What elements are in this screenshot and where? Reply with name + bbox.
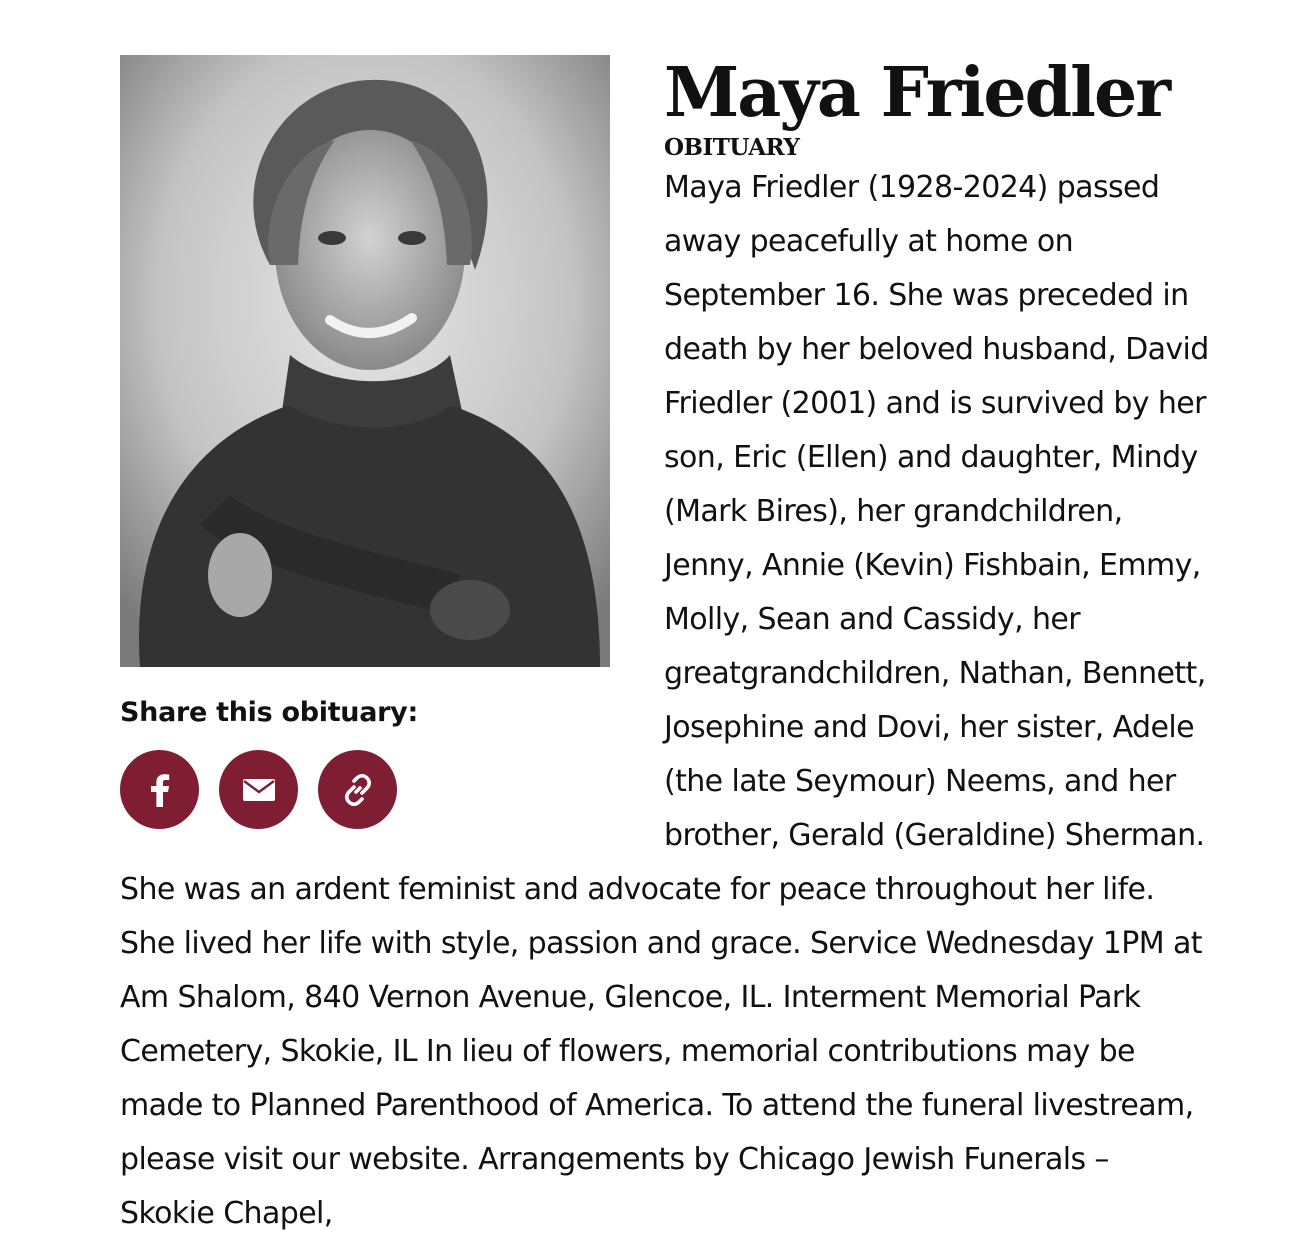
obituary-page <box>120 55 1210 1241</box>
facebook-icon <box>149 773 171 807</box>
obituary-kicker: OBITUARY <box>664 134 800 161</box>
link-icon <box>341 773 375 807</box>
facebook-share-button[interactable] <box>120 750 199 829</box>
portrait-photo <box>120 55 610 667</box>
deceased-name: Maya Friedler <box>664 53 1170 133</box>
email-share-button[interactable] <box>219 750 298 829</box>
share-buttons <box>120 750 610 829</box>
email-icon <box>242 778 276 802</box>
left-column <box>120 55 610 829</box>
obituary-body: Maya Friedler (1928-2024) passed away peacefully at home on September 16. She was preceded in death by her beloved husband, David Friedler (2001) and is survived by her son, Eric (Ellen) and daughter, Mindy (Mark Bires), her grandchildren, Jenny, Annie (Kevin) Fishbain, Emmy, Molly, Sean and Cassidy, her greatgrandchildren, Nathan, Bennett, Josephine and Dovi, her sister, Adele (the late Seymour) Neems, and her brother, Gerald (Geraldine) Sherman. She was an ardent feminist and advocate for peace throughout her life. She lived her life with style, passion and grace. Service Wednesday 1PM at Am Shalom, 840 Vernon Avenue, Glencoe, IL. Interment Memorial Park Cemetery, Skokie, IL In lieu of flowers, memorial contributions may be made to Planned Parenthood of America. To attend the funeral livestream, please visit our website. Arrangements by Chicago Jewish Funerals – Skokie Chapel, <box>120 170 1209 1231</box>
share-label: Share this obituary: <box>120 697 418 728</box>
copy-link-button[interactable] <box>318 750 397 829</box>
